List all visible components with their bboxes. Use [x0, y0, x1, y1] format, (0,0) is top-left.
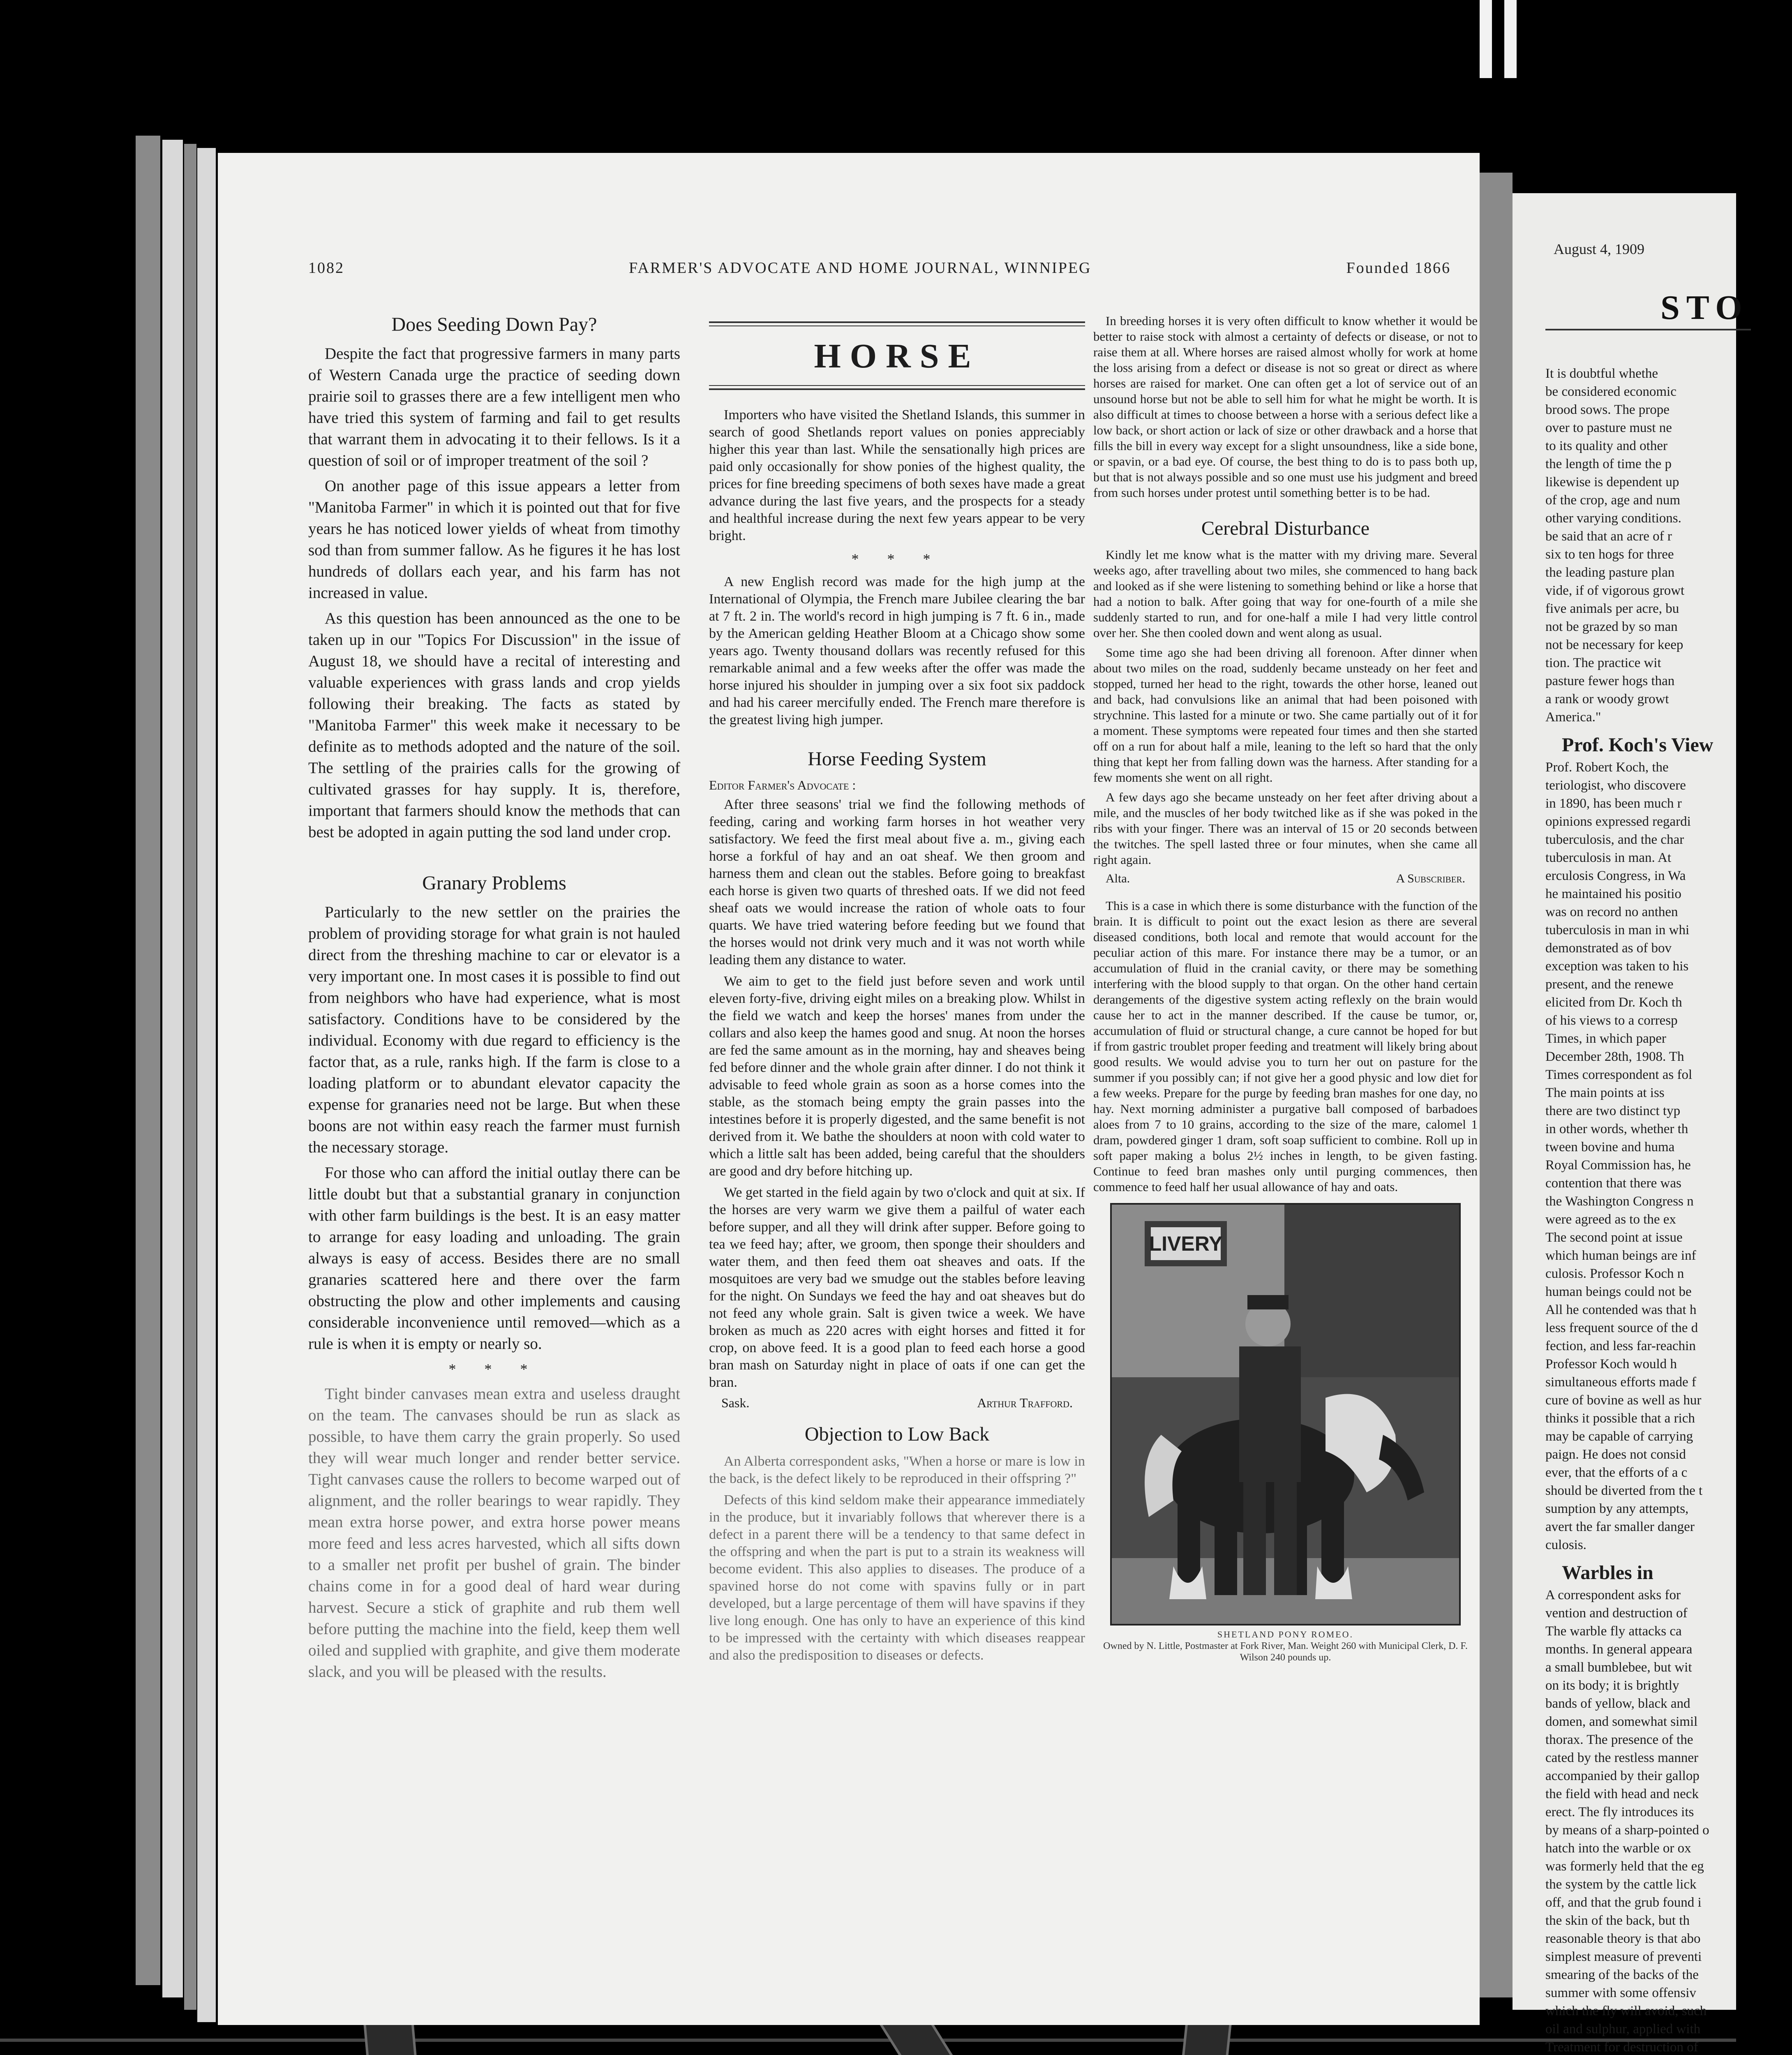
text-line: the system by the cattle lick: [1545, 1877, 1697, 1892]
photo-caption: [1102, 1629, 1469, 1663]
text-line: should be diverted from the t: [1545, 1483, 1703, 1498]
text-line: fection, and less far-reachin: [1545, 1339, 1696, 1353]
text-line: smearing of the backs of the: [1545, 1967, 1699, 1982]
right-column-text: [1545, 366, 1792, 2055]
separator: * * *: [851, 551, 943, 567]
text-line: culosis.: [1545, 1538, 1586, 1552]
text-line: vention and destruction of: [1545, 1606, 1688, 1621]
paragraph: Despite the fact that progressive farmers in many parts of Western Canada urge the practice of seeding down prairie soil to grasses there are a few intelligent men who have tried this system of farming and fail to get results that warrant them in advocating it to their fellows. Is it a question of soil or of improper treatment of the soil ?: [308, 345, 680, 469]
text-line: Times, in which paper: [1545, 1031, 1666, 1046]
text-line: Professor Koch would h: [1545, 1357, 1677, 1372]
paragraph: In breeding horses it is very often difficult to know whether it would be better to raise stock with almost a certainty of defects or disease, or not to raise them at all. Where horses are raised almost wholly for work at home the loss arising from a defect or disease is not so great or direct as where horses are raised for market. One can often get a lot of service out of an unsound horse but not be able to sell him for what he might be worth. It is also difficult at times to choose between a horse with a serious defect like a low back, or short action or lack of size or other drawback and a horse that fills the bill in every way except for a slight unsoundness, like a side bone, or spavin, or a bad eye. Of course, the best thing to do is to pass both up, but that is not always possible and so one must use his judgment and breed from such horses under protest until something better is to be had.: [1093, 314, 1478, 500]
paragraph: A new English record was made for the high jump at the International of Olympia, the French mare Jubilee clearing the bar at 7 ft. 2 in. The world's record in high jumping is 7 ft. 6 in., made by the American gelding Heather Bloom at a Chicago show some years ago. Twenty thousand dollars was recently refused for this remarkable animal and a few weeks after the offer was made the horse injured his shoulder in jumping over a six foot six paddock and had his career mercifully ended. The French mare therefore is the greatest living high jumper.: [709, 574, 1085, 727]
text-line: a small bumblebee, but wit: [1545, 1660, 1692, 1675]
text-line: on its body; it is brightly: [1545, 1678, 1679, 1693]
scanner-bar-left: [1480, 0, 1492, 78]
text-line: elicited from Dr. Koch th: [1545, 995, 1682, 1010]
pony-photo: [1110, 1203, 1461, 1626]
paragraph: For those who can afford the initial outlay there can be little doubt but that a substantial granary in conjunction with other farm buildings is the best. It is an easy matter to arrange for easy loading and unloading. The grain always is easy of access. Besides there are no small granaries scattered here and there over the farm obstructing the plow and other implements and causing considerable inconvenience until removed—which as a rule is when it is empty or nearly so.: [308, 1164, 680, 1353]
text-line: was formerly held that the eg: [1545, 1859, 1704, 1874]
text-line: exception was taken to his: [1545, 959, 1689, 974]
text-line: which human beings are inf: [1545, 1248, 1696, 1263]
book-edge: [184, 144, 196, 2010]
page-number: 1082: [308, 259, 344, 277]
text-line: not be grazed by so man: [1545, 619, 1678, 634]
book-edge: [197, 148, 216, 2022]
text-line: opinions expressed regardi: [1545, 814, 1691, 829]
text-line: by means of a sharp-pointed o: [1545, 1823, 1709, 1838]
paragraph: On another page of this issue appears a letter from "Manitoba Farmer" in which it is pointed out that for five years he has noticed lower yields of wheat from timothy sod than from summer fallow. As he figures it he has lost hundreds of dollars each year, and his farm has not increased in value.: [308, 477, 680, 602]
text-line: likewise is dependent up: [1545, 475, 1679, 490]
text-line: the Washington Congress n: [1545, 1194, 1694, 1209]
book-edge: [136, 136, 160, 1985]
text-line: tuberculosis in man. At: [1545, 850, 1672, 865]
text-line: of the crop, age and num: [1545, 493, 1681, 508]
text-line: culosis. Professor Koch n: [1545, 1266, 1684, 1281]
text-line: off, and that the grub found i: [1545, 1895, 1702, 1910]
text-line: A correspondent asks for: [1545, 1588, 1681, 1602]
article-title: Does Seeding Down Pay?: [391, 314, 597, 335]
text-line: simultaneous efforts made f: [1545, 1375, 1696, 1390]
text-line: not be necessary for keep: [1545, 637, 1683, 652]
paragraph: Kindly let me know what is the matter with my driving mare. Several weeks ago, after travelling about two miles, she commenced to hang back and looked as if she were listening to something behind or like a horse that had a notion to balk. After going that way for one-fourth of a mile she suddenly started to run, and for one-half a mile I had very little control over her. She then cooled down and went along as usual.: [1093, 547, 1478, 640]
text-line: simplest measure of preventi: [1545, 1949, 1702, 1964]
text-line: be considered economic: [1545, 384, 1677, 399]
paragraph: As this question has been announced as the one to be taken up in our "Topics For Discussion" in the issue of August 18, we should have a recital of interesting and valuable experiences with grass lands and crop yields following their breaking. The facts as stated by "Manitoba Farmer" this week make it necessary to be definite as to methods adopted and the nature of the soil. The settling of the prairies calls for the growing of cultivated grasses for hay supply. It is, therefore, important that farmers should know the methods that can best be adopted in again putting the sod land under crop.: [308, 610, 680, 841]
book-page-left: [218, 153, 1480, 2025]
section-title: HORSE: [814, 337, 980, 375]
article-title: Horse Feeding System: [808, 748, 986, 770]
text-line: Prof. Robert Koch, the: [1545, 760, 1669, 775]
scanner-floor: [0, 2039, 1736, 2042]
right-text-block-3: [1545, 1587, 1792, 2055]
right-section-title: STO: [1660, 289, 1749, 327]
founded-note: Founded 1866: [1346, 259, 1451, 277]
text-line: of his views to a corresp: [1545, 1013, 1678, 1028]
text-line: oil and sulphur, applied with: [1545, 2022, 1701, 2037]
right-heading: Prof. Koch's View: [1562, 734, 1713, 756]
text-line: sumption by any attempts,: [1545, 1501, 1689, 1516]
pony-photo-image: [1112, 1205, 1459, 1624]
text-line: pasture fewer hogs than: [1545, 674, 1675, 688]
text-line: other varying conditions.: [1545, 511, 1681, 526]
book-edge: [162, 140, 183, 1997]
text-line: present, and the renewe: [1545, 977, 1674, 992]
section-rule: [1545, 329, 1751, 330]
text-line: paign. He does not consid: [1545, 1447, 1686, 1462]
livery-sign: LIVERY: [1149, 1232, 1223, 1255]
text-line: erculosis Congress, in Wa: [1545, 868, 1686, 883]
text-line: It is doubtful whethe: [1545, 366, 1658, 381]
journal-title: FARMER'S ADVOCATE AND HOME JOURNAL, WINNIPEG: [629, 259, 1092, 277]
photo-caption-text: Owned by N. Little, Postmaster at Fork River, Man. Weight 260 with Municipal Clerk, D. F. Wilson 240 pounds up.: [1103, 1641, 1468, 1663]
right-text-block-2: [1545, 760, 1792, 1553]
paragraph: This is a case in which there is some disturbance with the function of the brain. It is difficult to point out the exact lesion as there are several diseased conditions, both local and remote that would account for the peculiar action of this mare. For instance there may be a tumor, or an accumulation of fluid in the cranial cavity, or there may be something interfering with the blood supply to that organ. On the other hand certain derangements of the digestive system acting reflexly on the brain would cause her to act in the manner described. If the cause be tumor, or, accumulation of fluid or structural change, a cure cannot be hoped for but if from gastric troublet proper feeding and treatment will likely bring about good results. We would advise you to turn her out on pasture for the summer if you possibly can; if not give her a good physic and low diet for a few weeks. Prepare for the purge by feeding bran mashes for one day, no hay. Next morning administer a purgative ball composed of barbadoes aloes from 7 to 10 grains, according to the size of the mare, calomel 1 dram, powdered ginger 1 dram, soft soap sufficient to combine. Roll up in soft paper making a bolus 2½ inches in length, to be given fasting. Continue to feed bran mashes only until purging commences, then commence to feed half her usual allowance of hay and oats.: [1093, 898, 1478, 1194]
right-heading: Warbles in: [1562, 1562, 1653, 1584]
paragraph: Defects of this kind seldom make their appearance immediately in the produce, but it invariably follows that wherever there is a defect in a parent there will be a tendency to that same defect in the offspring and when the part is put to a strain its weakness will become evident. This also applies to diseases. The produce of a spavined horse do not come with spavins fully or in part developed, but a large percentage of them will have spavins if they live long enough. One has only to have an experience of this kind to be impressed with the certainty with which diseases reappear and also the predisposition to diseases or defects.: [709, 1492, 1085, 1663]
text-line: Royal Commission has, he: [1545, 1158, 1691, 1173]
text-line: months. In general appeara: [1545, 1642, 1693, 1657]
signature: [721, 1395, 1073, 1411]
text-line: tuberculosis in man in whi: [1545, 923, 1690, 937]
paragraph: A few days ago she became unsteady on her feet after driving about a mile, and the muscles of her body twitched like as if she was poked in the ribs with your finger. There was an interval of 15 or 20 seconds between the twitches. The spell lasted three or four minutes, when she came all right again.: [1093, 790, 1478, 867]
column-3: [1093, 313, 1478, 1663]
text-line: bands of yellow, black and: [1545, 1696, 1690, 1711]
text-line: Times correspondent as fol: [1545, 1067, 1693, 1082]
text-line: there are two distinct typ: [1545, 1104, 1681, 1118]
text-line: the leading pasture plan: [1545, 565, 1675, 580]
paragraph: We get started in the field again by two o'clock and quit at six. If the horses are very warm we give them a pailful of water each before supper, and all they will drink after supper. Before going to tea we feed hay; after, we groom, then sponge their shoulders and water them, and then feed them oat sheaves and oats. If the mosquitoes are very bad we smudge out the stables before leaving for the night. On Sundays we feed the hay and oat sheaves but do not feed any whole grain. Salt is given twice a week. We have broken as much as 220 acres with eight horses and fitted it for crop, on above feed. It is a good plan to feed each horse a good bran mash on Saturday night in place of oats if one can get the bran.: [709, 1185, 1085, 1390]
text-line: less frequent source of the d: [1545, 1321, 1698, 1335]
text-line: The second point at issue: [1545, 1230, 1683, 1245]
article-title: Cerebral Disturbance: [1201, 517, 1370, 539]
signature: [1106, 872, 1465, 886]
text-line: Treatment for destruction of: [1545, 2040, 1698, 2055]
text-line: contention that there was: [1545, 1176, 1681, 1191]
text-line: hatch into the warble or ox: [1545, 1841, 1691, 1856]
text-line: human beings could not be: [1545, 1284, 1692, 1299]
text-line: vide, if of vigorous growt: [1545, 583, 1685, 598]
page-header: [308, 259, 1451, 288]
signature-place: Sask.: [721, 1395, 750, 1410]
book-gutter: [1480, 173, 1513, 1997]
section-rule: [709, 321, 1085, 326]
text-line: thinks it possible that a rich: [1545, 1411, 1695, 1426]
right-page-date: August 4, 1909: [1554, 241, 1645, 257]
text-line: erect. The fly introduces its: [1545, 1805, 1694, 1819]
text-line: avert the far smaller danger: [1545, 1519, 1695, 1534]
text-line: teriologist, who discovere: [1545, 778, 1686, 793]
paragraph: An Alberta correspondent asks, "When a horse or mare is low in the back, is the defect likely to be reproduced in their offspring ?": [709, 1454, 1085, 1486]
signature-author: A Subscriber.: [1396, 872, 1465, 885]
text-line: December 28th, 1908. Th: [1545, 1049, 1684, 1064]
text-line: to its quality and other: [1545, 439, 1667, 453]
text-line: the field with head and neck: [1545, 1787, 1699, 1801]
text-line: which the fly will avoid, such: [1545, 2004, 1707, 2018]
text-line: six to ten hogs for three: [1545, 547, 1674, 562]
paragraph: Tight binder canvases mean extra and useless draught on the team. The canvases should be run as slack as possible, to have them carry the grain properly. So used they will wear much longer and render better service. Tight canvases cause the rollers to become warped out of alignment, and the roller bearings to wear rapidly. They mean extra horse power, and extra horse power means more feed and less acres harvested, which all sifts down to a smaller net profit per bushel of grain. The binder chains come in for a good deal of hard wear during harvest. Secure a stick of graphite and rub them well before putting the machine into the field, keep them well oiled and supplied with graphite, and give them moderate slack, and you will be pleased with the results.: [308, 1385, 680, 1681]
paragraph: Some time ago she had been driving all forenoon. After dinner when about two miles on the road, suddenly became unsteady on her feet and stopped, turned her head to the right, towards the other horse, leaned out and back, had convulsions like an animal that had been poisoned with strychnine. This lasted for a minute or two. She came partially out of it for a moment. These symptoms were repeated four times and then she started off on a run for about half a mile, leaning to the left so hard that the only thing that kept her from falling down was the harness. After standing for a few moments she went on all right.: [1093, 645, 1478, 785]
article-title: Objection to Low Back: [804, 1423, 990, 1445]
text-line: in 1890, has been much r: [1545, 796, 1682, 811]
text-line: was on record no anthen: [1545, 905, 1678, 919]
text-line: thorax. The presence of the: [1545, 1732, 1693, 1747]
text-line: tion. The practice wit: [1545, 656, 1661, 670]
text-line: tween bovine and huma: [1545, 1140, 1675, 1154]
text-line: he maintained his positio: [1545, 887, 1681, 901]
text-line: reasonable theory is that abo: [1545, 1931, 1701, 1946]
text-line: The main points at iss: [1545, 1085, 1665, 1100]
text-line: cated by the restless manner: [1545, 1750, 1699, 1765]
text-line: cure of bovine as well as hur: [1545, 1393, 1702, 1408]
text-line: may be capable of carrying: [1545, 1429, 1693, 1444]
text-line: ever, that the efforts of a c: [1545, 1465, 1688, 1480]
text-line: summer with some offensiv: [1545, 1986, 1696, 2000]
text-line: America.": [1545, 710, 1601, 725]
signature-author: Arthur Trafford.: [977, 1395, 1073, 1410]
article-title: Granary Problems: [422, 872, 566, 894]
paragraph: We aim to get to the field just before seven and work until eleven forty-five, driving eight miles on a breaking plow. Whilst in the field we watch and keep the horses' manes from under the collars and also keep the hames good and snug. At noon the horses are fed the same amount as in the morning, hay and sheaves being fed before dinner and the whole grain after dinner. I do not think it advisable to feed whole grain as soon as a horse comes into the stable, as the stomach being empty the grain passes into the intestines before it is properly digested, and the same benefit is not derived from it. We bathe the shoulders at noon with cold water to which a little salt has been added, being careful that the shoulders are good and dry before hitching up.: [709, 974, 1085, 1179]
text-line: in other words, whether th: [1545, 1122, 1688, 1136]
text-line: a rank or woody growt: [1545, 692, 1669, 707]
text-line: The warble fly attacks ca: [1545, 1624, 1682, 1639]
editor-line: Editor Farmer's Advocate :: [709, 778, 856, 792]
section-rule: [709, 385, 1085, 390]
paragraph: Importers who have visited the Shetland Islands, this summer in search of good Shetlands report values on ponies appreciably higher this year than last. While the sensationally high prices are paid only occasionally for show ponies of the highest quality, the prices for fine breeding specimens of both sexes have made a great advance during the last five years, and the prospects for a steady and healthful increase during the next few years appear to be very bright.: [709, 407, 1085, 543]
signature-place: Alta.: [1106, 872, 1130, 885]
book-page-right: [1513, 193, 1749, 2055]
text-line: brood sows. The prope: [1545, 402, 1670, 417]
column-1: [308, 313, 680, 1687]
scanner-bar-right: [1504, 0, 1517, 78]
text-line: accompanied by their gallop: [1545, 1769, 1700, 1783]
text-line: tuberculosis, and the char: [1545, 832, 1684, 847]
text-line: were agreed as to the ex: [1545, 1212, 1676, 1227]
text-line: domen, and somewhat simil: [1545, 1714, 1698, 1729]
text-line: over to pasture must ne: [1545, 420, 1672, 435]
text-line: demonstrated as of bov: [1545, 941, 1672, 956]
separator: * * *: [448, 1361, 540, 1377]
text-line: five animals per acre, bu: [1545, 601, 1679, 616]
right-text-block-1: [1545, 366, 1792, 725]
text-line: the skin of the back, but th: [1545, 1913, 1690, 1928]
column-2: [709, 313, 1085, 1668]
text-line: All he contended was that h: [1545, 1302, 1697, 1317]
paragraph: After three seasons' trial we find the following methods of feeding, caring and working farm horses in hot weather very satisfactory. We feed the first meal about five a. m., giving each horse a forkful of hay and an oat sheaf. We then groom and harness them and clean out the stables. Before going to breakfast each horse is given two quarts of threshed oats. If we did not feed sheaf oats we would increase the ration of whole oats to four quarts. We have tried watering before feeding but we found that the horses would not drink very much and it was not worth while leading them any distance to water.: [709, 797, 1085, 967]
paragraph: Particularly to the new settler on the prairies the problem of providing storage for what grain is not hauled direct from the threshing machine to car or elevator is a very important one. In most cases it is possible to find out from neighbors who have had experience, what is most satisfactory. Conditions have to be considered by the individual. Economy with due regard to efficiency is the factor that, as a rule, ranks high. If the farm is close to a loading platform or to abundant elevator capacity the expense for granaries need not be large. But when these boons are not within easy reach the farmer must furnish the necessary storage.: [308, 903, 680, 1156]
text-line: the length of time the p: [1545, 457, 1672, 471]
photo-caption-title: SHETLAND PONY ROMEO.: [1217, 1629, 1354, 1639]
text-line: be said that an acre of r: [1545, 529, 1672, 544]
